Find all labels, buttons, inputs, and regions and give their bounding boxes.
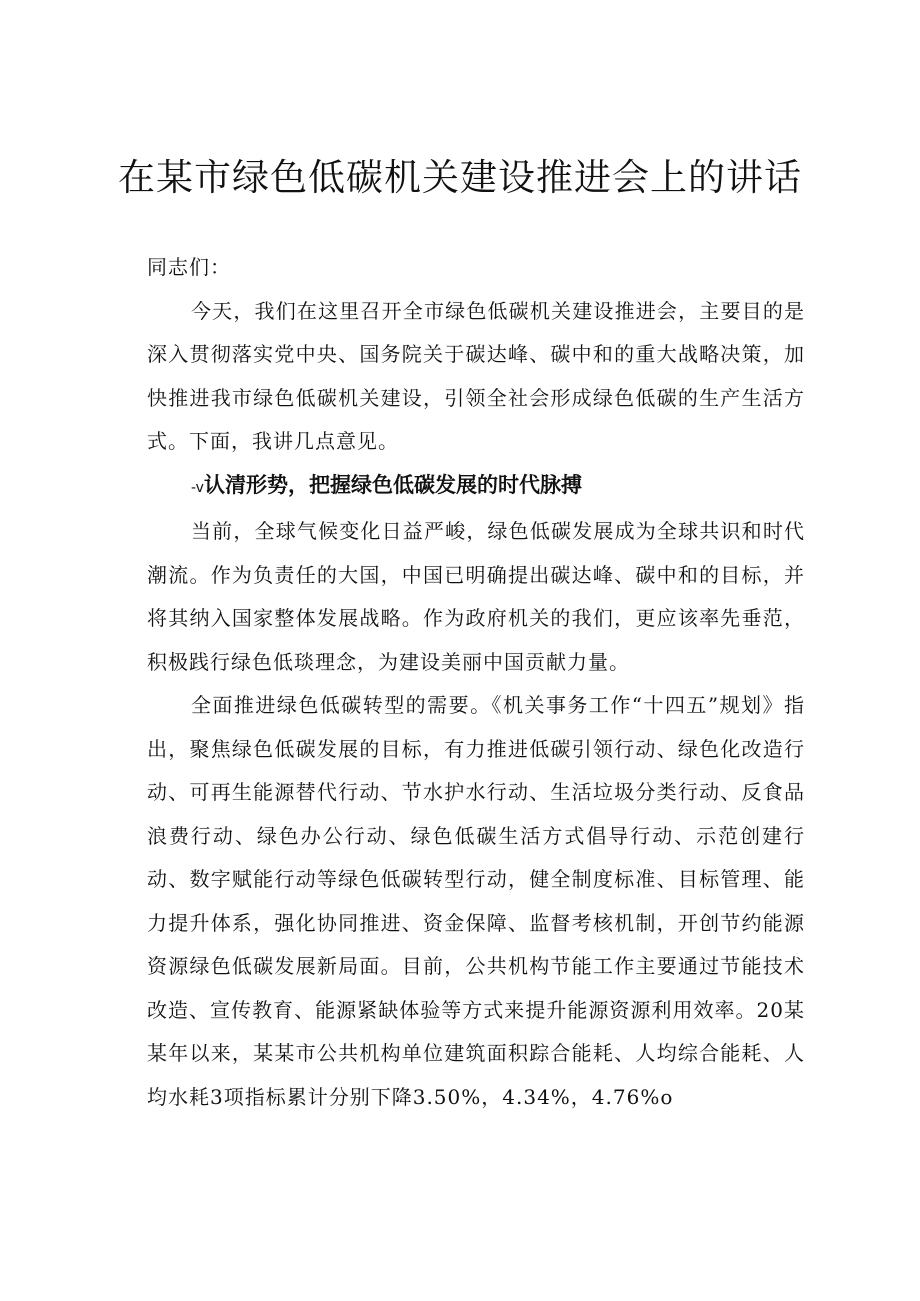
section-paragraph-2: 全面推进绿色低碳转型的需要。《机关事务工作“十四五”规划》指出，聚焦绿色低碳发展的目标，有力推进低碳引领行动、绿色化改造行动、可再生能源替代行动、节水护水行动、生活垃圾分类行动、反食品浪费行动、绿色办公行动、绿色低碳生活方式倡导行动、示范创建行动、数字赋能行动等绿色低碳转型行动，健全制度标准、目标管理、能力提升体系，强化协同推进、资金保障、监督考核机制，开创节约能源资源绿色低碳发展新局面。目前，公共机构节能工作主要通过节能技术改造、宣传教育、能源紧缺体验等方式来提升能源资源利用效率。20某某年以来，某某市公共机构单位建筑面积踪合能耗、人均综合能耗、人均水耗3项指标累计分别下降3.50%，4.34%，4.76%o — [147, 693, 805, 1109]
document-body — [147, 246, 805, 1119]
intro-paragraph: 今天，我们在这里召开全市绿色低碳机关建设推进会，主要目的是深入贯彻落实党中央、国务院关于碳达峰、碳中和的重大战略决策，加快推进我市绿色低碳机关建设，引领全社会形成绿色低碳的生产生活方式。下面，我讲几点意见。 — [147, 298, 805, 453]
section-paragraph-1: 当前，全球气候变化日益严峻，绿色低碳发展成为全球共识和时代潮流。作为负责任的大国，中国已明确提出碳达峰、碳中和的目标，并将其纳入国家整体发展战略。作为政府机关的我们，更应该率先垂范，积极践行绿色低琰理念，为建设美丽中国贡献力量。 — [147, 519, 805, 674]
section-heading-marker: -v — [191, 479, 204, 496]
section-heading — [147, 464, 805, 511]
section-heading-text: 认清形势，把握绿色低碳发展的时代脉搏 — [203, 472, 582, 497]
document-title: 在某市绿色低碳机关建设推进会上的讲话 — [118, 156, 802, 199]
greeting: 同志们： — [147, 255, 231, 279]
